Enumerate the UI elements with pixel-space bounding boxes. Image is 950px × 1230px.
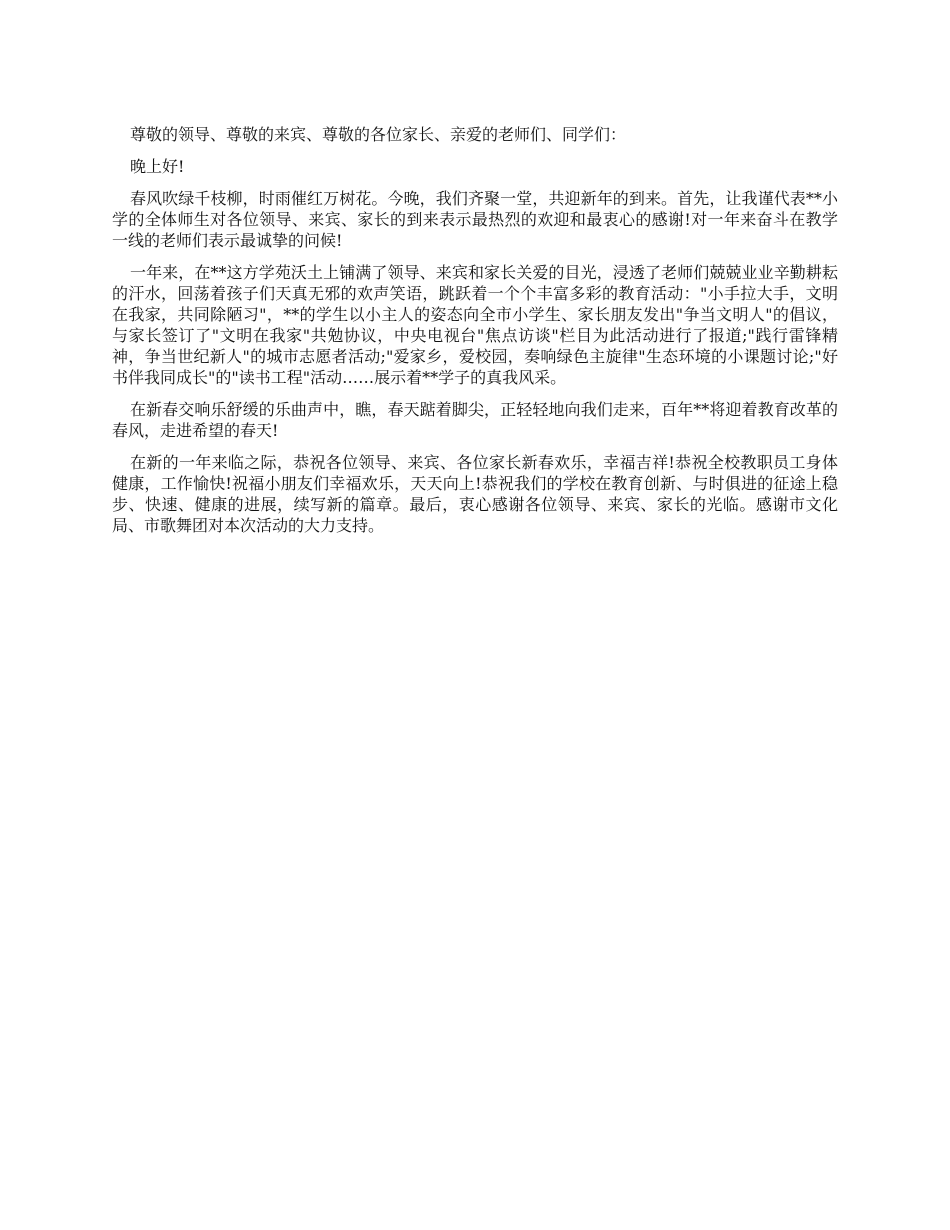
year-review-paragraph: 一年来，在**这方学苑沃土上铺满了领导、来宾和家长关爱的目光，浸透了老师们兢兢业业辛勤耕耘的汗水，回荡着孩子们天真无邪的欢声笑语，跳跃着一个个丰富多彩的教育活动："小手拉大手，文明在我家，共同除陋习"，**的学生以小主人的姿态向全市小学生、家长朋友发出"争当文明人"的倡议，与家长签订了"文明在我家"共勉协议，中央电视台"焦点访谈"栏目为此活动进行了报道;"践行雷锋精神，争当世纪新人"的城市志愿者活动;"爱家乡，爱校园，奏响绿色主旋律"生态环境的小课题讨论;"好书伴我同成长"的"读书工程"活动……展示着**学子的真我风采。 (112, 263, 838, 387)
closing-paragraph: 在新的一年来临之际，恭祝各位领导、来宾、各位家长新春欢乐，幸福吉祥!恭祝全校教职员工身体健康，工作愉快!祝福小朋友们幸福欢乐，天天向上!恭祝我们的学校在教育创新、与时俱进的征途上稳步、快速、健康的进展，续写新的篇章。最后，衷心感谢各位领导、来宾、家长的光临。感谢市文化局、市歌舞团对本次活动的大力支持。 (112, 453, 838, 535)
document-body (112, 124, 838, 547)
salutation-paragraph: 尊敬的领导、尊敬的来宾、尊敬的各位家长、亲爱的老师们、同学们： (130, 125, 627, 144)
welcome-paragraph: 春风吹绿千枝柳，时雨催红万树花。今晚，我们齐聚一堂，共迎新年的到来。首先，让我谨代表**小学的全体师生对各位领导、来宾、家长的到来表示最热烈的欢迎和最衷心的感谢!对一年来奋斗在教学一线的老师们表示最诚挚的问候! (112, 189, 838, 250)
greeting-paragraph: 晚上好! (130, 157, 185, 176)
spring-paragraph: 在新春交响乐舒缓的乐曲声中，瞧，春天踮着脚尖，正轻轻地向我们走来，百年**将迎着教育改革的春风，走进希望的春天! (112, 400, 838, 440)
